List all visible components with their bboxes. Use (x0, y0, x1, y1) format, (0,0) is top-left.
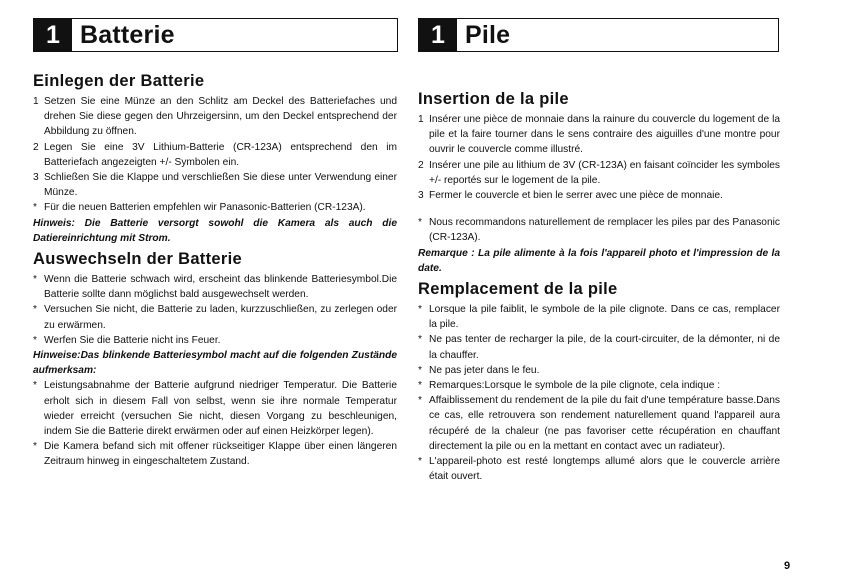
list-item: * Leistungsabnahme der Batterie aufgrund niedriger Temperatur. Die Batterie erholt sich in diesem Fall von selbst, wenn sie ihre normale Temperatur wieder erreicht (versuchen Sie nicht, diesen Vorgang zu beschleunigen, indem Sie die Batterie direkt erwärmen oder auf einen Heizkörper legen). (33, 380, 397, 438)
list-auswechseln-zustaende (33, 378, 397, 469)
list-item: * Ne pas tenter de recharger la pile, de la court-circuiter, de la démonter, ni de la chauffer. (418, 334, 780, 361)
note-auswechseln: Hinweise:Das blinkende Batteriesymbol macht auf die folgenden Zustände aufmerksam: (33, 350, 397, 377)
list-item: * L'appareil-photo est resté longtemps allumé alors que le couvercle arrière était ouvert. (418, 456, 780, 483)
list-item: * Versuchen Sie nicht, die Batterie zu laden, kurzzuschließen, zu zerlegen oder zu erwärmen. (33, 304, 397, 331)
chapter-number-de: 1 (34, 19, 72, 51)
note-einlegen: Hinweis: Die Batterie versorgt sowohl die Kamera als auch die Datiereinrichtung mit Strom. (33, 217, 397, 244)
list-item: 2 Insérer une pile au lithium de 3V (CR-123A) en faisant coïncider les symboles +/- reportés sur le logement de la pile. (418, 159, 780, 186)
chapter-header-de (33, 18, 398, 52)
chapter-title-fr: Pile (465, 20, 511, 49)
list-item: * Remarques:Lorsque le symbole de la pile clignote, cela indique : (418, 380, 721, 392)
list-item: * Wenn die Batterie schwach wird, erscheint das blinkende Batteriesymbol.Die Batterie sollte dann möglichst bald ausgewechselt werden. (33, 274, 397, 301)
list-item: * Affaiblissement du rendement de la pile du fait d'une température basse.Dans ce cas, elle retrouvera son rendement naturellement quand l'appareil aura récupéré de la chaleur (ne pas favoriser cette récupération en chauffant directement la pile ou en la mettant en contact avec un radiateur). (418, 395, 780, 452)
list-item: 1 Setzen Sie eine Münze an den Schlitz am Deckel des Batteriefaches und drehen Sie diese gegen den Uhrzeigersinn, um den Deckel entsprechend der Abbildung zu öffnen. (33, 96, 397, 138)
section-title-insertion: Insertion de la pile (418, 90, 569, 108)
list-item: * Lorsque la pile faiblit, le symbole de la pile clignote. Dans ce cas, remplacer la pile. (418, 304, 780, 331)
chapter-title-de: Batterie (80, 20, 175, 49)
german-column (33, 18, 397, 470)
page-number: 9 (784, 560, 791, 572)
list-auswechseln (33, 272, 397, 348)
list-insertion (418, 112, 780, 203)
list-item: * Für die neuen Batterien empfehlen wir Panasonic-Batterien (CR-123A). (33, 202, 366, 214)
list-item: * Ne pas jeter dans le feu. (418, 364, 540, 376)
list-item: * Nous recommandons naturellement de remplacer les piles par des Panasonic (CR-123A). (418, 217, 780, 244)
list-item: * Die Kamera befand sich mit offener rückseitiger Klappe über einen längeren Zeitraum hinweg in eingeschaltetem Zustand. (33, 441, 397, 468)
section-title-einlegen: Einlegen der Batterie (33, 72, 205, 90)
list-item: 2 Legen Sie eine 3V Lithium-Batterie (CR-123A) entsprechend den im Batteriefach angezeigten +/- Symbolen ein. (33, 141, 397, 168)
section-title-remplacement: Remplacement de la pile (418, 280, 618, 299)
chapter-header-fr (418, 18, 779, 52)
chapter-number-fr: 1 (419, 19, 457, 51)
note-insertion: Remarque : La pile alimente à la fois l'appareil photo et l'impression de la date. (418, 247, 780, 274)
list-item: 1 Insérer une pièce de monnaie dans la rainure du couvercle du logement de la pile et la faire tourner dans le sens contraire des aiguilles d'une montre pour ouvrir le couvercle comme illustré. (418, 114, 780, 156)
list-item: 3 Schließen Sie die Klappe und verschließen Sie diese unter Verwendung einer Münze. (33, 172, 397, 199)
list-remplacement (418, 302, 780, 484)
list-einlegen (33, 94, 397, 216)
list-item: * Werfen Sie die Batterie nicht ins Feuer. (33, 334, 221, 346)
section-title-auswechseln: Auswechseln der Batterie (33, 250, 242, 269)
french-column (418, 18, 780, 484)
list-insertion-recommandation (418, 215, 780, 245)
list-item: 3 Fermer le couvercle et bien le serrer avec une pièce de monnaie. (418, 190, 723, 202)
spacer (418, 203, 780, 215)
